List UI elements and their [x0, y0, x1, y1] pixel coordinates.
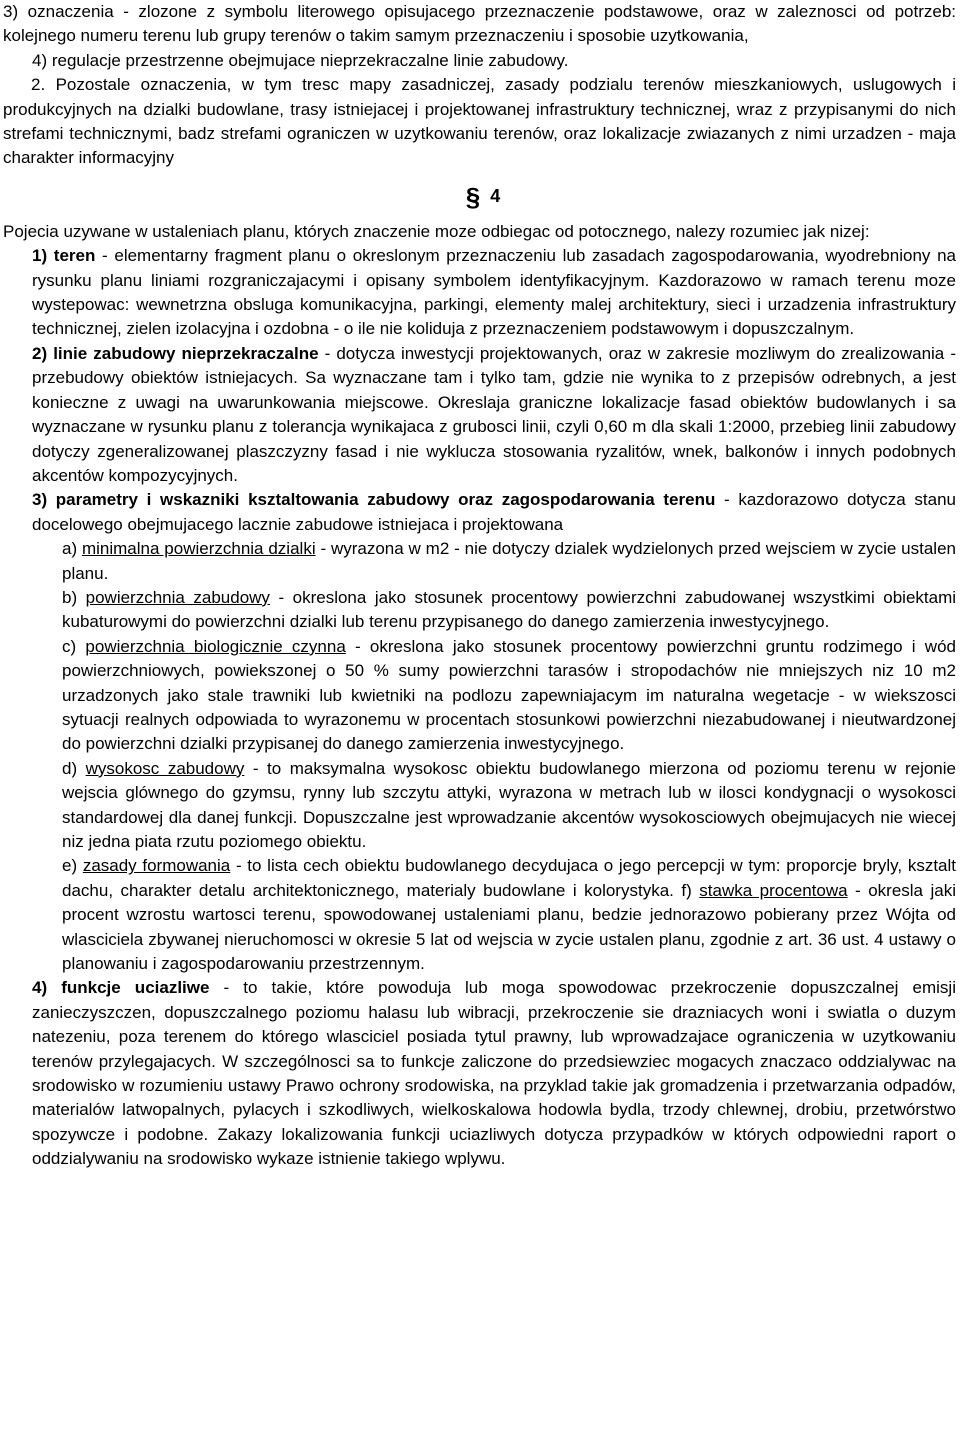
sub-term: zasady formowania — [82, 856, 231, 876]
paragraph-item-4: 4) regulacje przestrzenne obejmujace nieprzekraczalne linie zabudowy. — [32, 50, 569, 70]
section-number: 4 — [490, 185, 501, 206]
section-intro: Pojecia uzywane w ustaleniach planu, których znaczenie moze odbiegac od potocznego, nalezy rozumiec jak nizej: — [3, 221, 870, 241]
section-heading — [0, 171, 960, 220]
sub-prefix: c) — [62, 636, 86, 656]
section-symbol: § — [465, 181, 481, 212]
definition-3 — [0, 488, 960, 537]
definition-text: - to takie, które powoduja lub moga spowodowac przekroczenie dopuszczalnej emisji zanieczyszczen, dopuszczalnego poziomu halasu lub wibracji, przekroczenie sie drazniacych woni i swiatla o duzym natezeniu, poza terenem do którego wlasciciel posiada tytul prawny, lub wprowadzajace ograniczenia w uzytkowaniu terenów przylegajacych. W szczególnosci sa to funkcje zaliczone do przedsiewziec mogacych znaczaco oddzialywac na srodowisko w rozumieniu ustawy Prawo ochrony srodowiska, na przyklad takie jak gromadzenia i przetwarzania odpadów, materialów latwopalnych, pylacych i szkodliwych, wielkoskalowa hodowla bydla, trzody chlewnej, drobiu, przetwórstwo spozywcze i podobne. Zakazy lokalizowania funkcji uciazliwych dotycza przypadków w których odpowiedni raport o oddzialywaniu na srodowisko wykaze istnienie takiego wplywu. — [32, 978, 956, 1169]
definition-term: 2) linie zabudowy nieprzekraczalne — [32, 343, 319, 363]
definition-term: 1) teren — [32, 246, 96, 266]
sub-text: - to lista cech obiektu budowlanego decydujaca o jego percepcji w tym: proporcje bryly, ksztalt dachu, charakter detalu architektonicznego, materialy budowlane i kolorystyka. — [62, 856, 956, 900]
sub-term: wysokosc zabudowy — [85, 758, 245, 778]
definition-text: - dotycza inwestycji projektowanych, oraz w zakresie mozliwym do zrealizowania - przebudowy obiektów istniejacych. Sa wyznaczane tam i tylko tam, gdzie nie wynika to z przepisów odrebnych, a jest konieczne z uwagi na uwarunkowania miejscowe. Okreslaja graniczne lokalizacje fasad obiektów budowlanych i sa wyznaczane w rysunku planu z tolerancja wynikajaca z grubosci linii, czyli 0,60 m dla skali 1:2000, przebieg linii zabudowy dotyczy zgeneralizowanej plaszczyzny fasad i nie wyklucza stosowania ryzalitów, wnek, balkonów i innych podobnych akcentów kompozycyjnych. — [32, 343, 956, 485]
sub-prefix: f) — [681, 880, 700, 900]
sub-term: powierzchnia biologicznie czynna — [85, 636, 346, 656]
sub-term: minimalna powierzchnia dzialki — [81, 539, 316, 559]
sub-text: - wyrazona w m2 - nie dotyczy dzialek wydzielonych przed wejsciem w zycie ustalen planu. — [62, 539, 956, 583]
sub-definition-b — [0, 586, 960, 635]
sub-text: - to maksymalna wysokosc obiektu budowlanego mierzona od poziomu terenu w rejonie wejscia glównego do gzymsu, rynny lub szczytu attyki, wyrazona w metrach lub w ilosci kondygnacji o wysokosci standardowej dla danej funkcji. Dopuszczalne jest wprowadzanie akcentów wysokosciowych obejmujacych nie wiecej niz jedna piata rzutu poziomego obiektu. — [62, 758, 956, 851]
definition-text: - elementarny fragment planu o okreslonym przeznaczeniu lub zasadach zagospodarowania, wyodrebniony na rysunku planu liniami rozgraniczajacymi i opisany symbolem identyfikacyjnym. Kazdorazowo w ramach terenu moze wystepowac: wewnetrzna obsluga komunikacyjna, parkingi, elementy malej architektury, sieci i urzadzenia infrastruktury technicznej, zielen izolacyjna i ozdobna - o ile nie koliduja z przeznaczeniem podstawowym i dopuszczalnym. — [32, 246, 956, 339]
definition-term: 4) funkcje uciazliwe — [32, 978, 210, 998]
paragraph-item-3: 3) oznaczenia - zlozone z symbolu literowego opisujacego przeznaczenie podstawowe, oraz w zaleznosci od potrzeb: kolejnego numeru terenu lub grupy terenów o takim samym przeznaczeniu i sposobie uzytkowania, — [3, 2, 956, 46]
sub-text: - okreslona jako stosunek procentowy powierzchni zabudowanej wszystkimi obiektami kubaturowymi do powierzchni dzialki lub terenu przypisanego do danego zamierzenia inwestycyjnego. — [62, 587, 957, 632]
definition-2 — [0, 342, 960, 488]
sub-text: - okreslona jako stosunek procentowy powierzchni gruntu rodzimego i wód powierzchniowych, powiekszonej o 50 % sumy powierzchni tarasów i stropodachów nie mniejszych niz 10 m2 urzadzonych jako stale trawniki lub kwietniki na podlozu zapewniajacym im naturalna wegetacje - w wiekszosci sytuacji realnych odpowiada to wyrazonemu w procentach stosunkowi powierzchni niezabudowanej i nieutwardzonej do powierzchni dzialki przypisanej do danego zamierzenia inwestycyjnego. — [62, 636, 956, 754]
definition-4 — [0, 976, 960, 1171]
sub-prefix: b) — [62, 587, 86, 607]
sub-text: - okresla jaki procent wzrostu wartosci terenu, spowodowanej ustaleniami planu, bedzie jednorazowo pobierany przez Wójta od wlasciciela zbywanej nieruchomosci w okresie 5 lat od wejscia w zycie ustalen planu, zgodnie z art. 36 ust. 4 ustawy o planowaniu i zagospodarowaniu przestrzennym. — [62, 880, 957, 974]
sub-term: powierzchnia zabudowy — [85, 587, 270, 607]
sub-definition-d — [0, 757, 960, 855]
definition-term: 3) parametry i wskazniki ksztaltowania zabudowy oraz zagospodarowania terenu — [32, 490, 716, 510]
sub-term: stawka procentowa — [699, 880, 848, 900]
sub-prefix: a) — [62, 539, 82, 559]
sub-definition-a — [0, 537, 960, 586]
definition-1 — [0, 244, 960, 342]
sub-definition-c — [0, 635, 960, 757]
definition-text: - kazdorazowo dotycza stanu docelowego obejmujacego lacznie zabudowe istniejaca i projektowana — [32, 490, 956, 534]
sub-prefix: e) — [62, 856, 83, 876]
sub-prefix: d) — [62, 758, 86, 778]
sub-definition-e-f — [0, 854, 960, 976]
paragraph-point-2: 2. Pozostale oznaczenia, w tym tresc mapy zasadniczej, zasady podzialu terenów mieszkaniowych, uslugowych i produkcyjnych na dzialki budowlane, trasy istniejacej i projektowanej infrastruktury technicznej, wraz z przypisanymi do nich strefami technicznymi, badz strefami ograniczen w uzytkowaniu terenów, oraz lokalizacje zwiazanych z nimi urzadzen - maja charakter informacyjny — [3, 75, 956, 168]
